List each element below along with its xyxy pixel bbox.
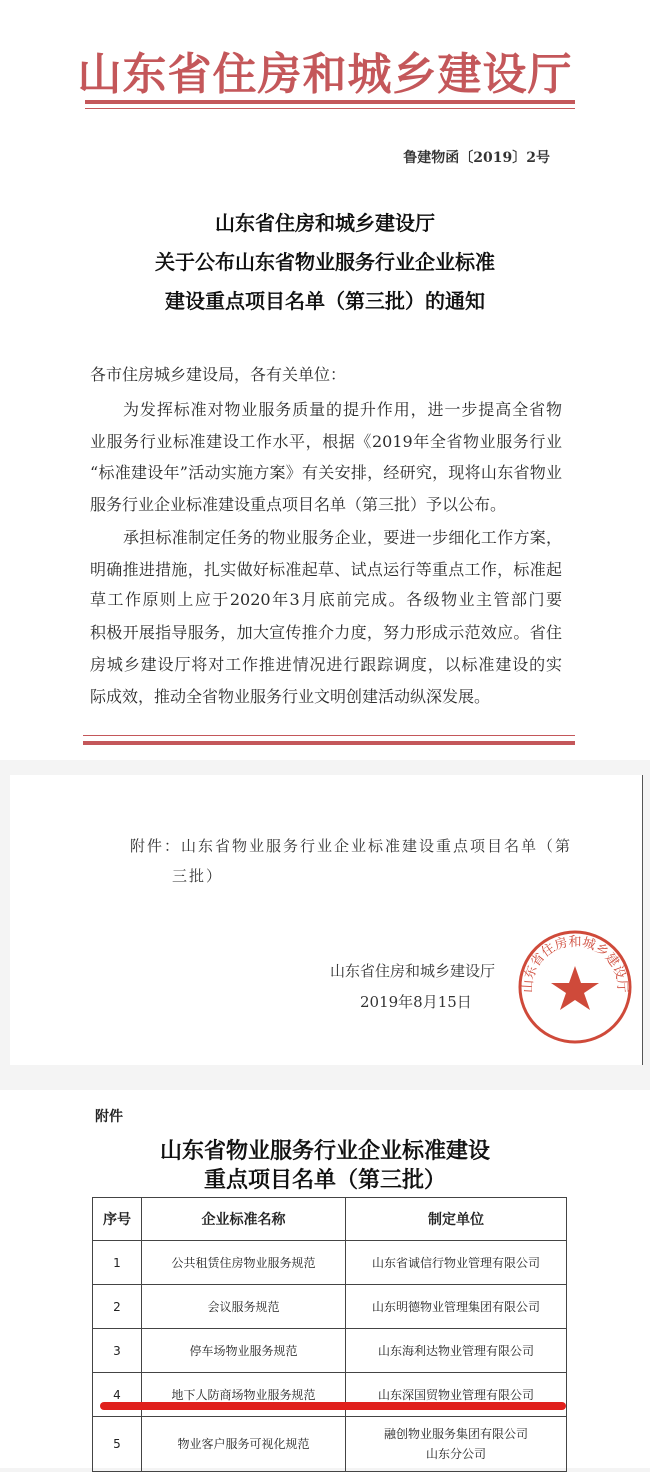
signature-issuer: 山东省住房和城乡建设厅 bbox=[330, 962, 496, 980]
header-no: 序号 bbox=[93, 1198, 142, 1241]
row-unit: 山东明德物业管理集团有限公司 bbox=[346, 1285, 567, 1329]
official-stamp bbox=[516, 928, 634, 1046]
letterhead-rule-thin bbox=[85, 108, 575, 109]
list-title-line-1: 山东省物业服务行业企业标准建设 bbox=[159, 1138, 490, 1164]
row-no: 5 bbox=[93, 1417, 142, 1472]
table-row bbox=[93, 1417, 567, 1472]
attachment-label: 附件 bbox=[95, 1109, 123, 1125]
letterhead-rule-thick bbox=[85, 100, 575, 104]
row-no: 1 bbox=[93, 1241, 142, 1285]
paragraph-2-line: 明确推进措施，扎实做好标准起草、试点运行等重点工作，标准起 bbox=[90, 560, 562, 579]
row-unit-line-1: 融创物业服务集团有限公司 bbox=[383, 1427, 528, 1441]
footer-rule-thin bbox=[83, 735, 575, 736]
row-unit-line-2: 山东分公司 bbox=[425, 1447, 486, 1461]
paragraph-1-line: 业服务行业标准建设工作水平，根据《2019年全省物业服务行业 bbox=[90, 432, 562, 451]
notice-title-line-2: 关于公布山东省物业服务行业企业标准 bbox=[155, 250, 495, 274]
row-no: 3 bbox=[93, 1329, 142, 1373]
row-standard-name: 地下人防商场物业服务规范 bbox=[142, 1373, 346, 1417]
notice-title-line-1: 山东省住房和城乡建设厅 bbox=[215, 211, 435, 235]
footer-rule-thick bbox=[83, 741, 575, 745]
project-list-table bbox=[92, 1197, 567, 1472]
document-number: 鲁建物函〔2019〕2号 bbox=[403, 150, 550, 166]
table-header-row bbox=[93, 1198, 567, 1241]
stamp-text: 山东省住房和城乡建设厅 bbox=[520, 934, 630, 994]
attachment-note-line-1: 附件：山东省物业服务行业企业标准建设重点项目名单（第 bbox=[130, 837, 573, 855]
table-row bbox=[93, 1241, 567, 1285]
salutation: 各市住房城乡建设局，各有关单位： bbox=[90, 365, 347, 384]
paragraph-2-line: 积极开展指导服务，加大宣传推介力度，努力形成示范效应。省住 bbox=[90, 623, 562, 642]
paragraph-2-line: 草工作原则上应于2020年3月底前完成。各级物业主管部门要 bbox=[90, 590, 562, 609]
header-unit: 制定单位 bbox=[346, 1198, 567, 1241]
paragraph-1-line: “标准建设年”活动实施方案》有关安排，经研究，现将山东省物业 bbox=[90, 463, 562, 482]
signature-date: 2019年8月15日 bbox=[360, 993, 472, 1011]
paragraph-1-line: 为发挥标准对物业服务质量的提升作用，进一步提高全省物 bbox=[123, 400, 562, 419]
stamp-star-icon bbox=[551, 966, 599, 1010]
row-no: 4 bbox=[93, 1373, 142, 1417]
row-unit: 山东深国贸物业管理有限公司 bbox=[346, 1373, 567, 1417]
row-no: 2 bbox=[93, 1285, 142, 1329]
letterhead-title: 山东省住房和城乡建设厅 bbox=[77, 49, 573, 100]
notice-title-line-3: 建设重点项目名单（第三批）的通知 bbox=[165, 289, 485, 313]
list-title-line-2: 重点项目名单（第三批） bbox=[203, 1167, 446, 1193]
highlight-underline bbox=[100, 1402, 566, 1410]
row-unit bbox=[346, 1417, 567, 1472]
row-unit: 山东省诚信行物业管理有限公司 bbox=[346, 1241, 567, 1285]
paragraph-1-line: 服务行业企业标准建设重点项目名单（第三批）予以公布。 bbox=[90, 495, 507, 514]
row-standard-name: 物业客户服务可视化规范 bbox=[142, 1417, 346, 1472]
row-standard-name: 公共租赁住房物业服务规范 bbox=[142, 1241, 346, 1285]
row-standard-name: 会议服务规范 bbox=[142, 1285, 346, 1329]
header-standard-name: 企业标准名称 bbox=[142, 1198, 346, 1241]
table-row bbox=[93, 1329, 567, 1373]
attachment-note-line-2: 三批） bbox=[172, 867, 224, 885]
paragraph-2-line: 承担标准制定任务的物业服务企业，要进一步细化工作方案， bbox=[123, 528, 562, 547]
table-row bbox=[93, 1285, 567, 1329]
paragraph-2-line: 际成效，推动全省物业服务行业文明创建活动纵深发展。 bbox=[90, 687, 491, 706]
row-standard-name: 停车场物业服务规范 bbox=[142, 1329, 346, 1373]
row-unit: 山东海利达物业管理有限公司 bbox=[346, 1329, 567, 1373]
paragraph-2-line: 房城乡建设厅将对工作推进情况进行跟踪调度，以标准建设的实 bbox=[90, 655, 562, 674]
